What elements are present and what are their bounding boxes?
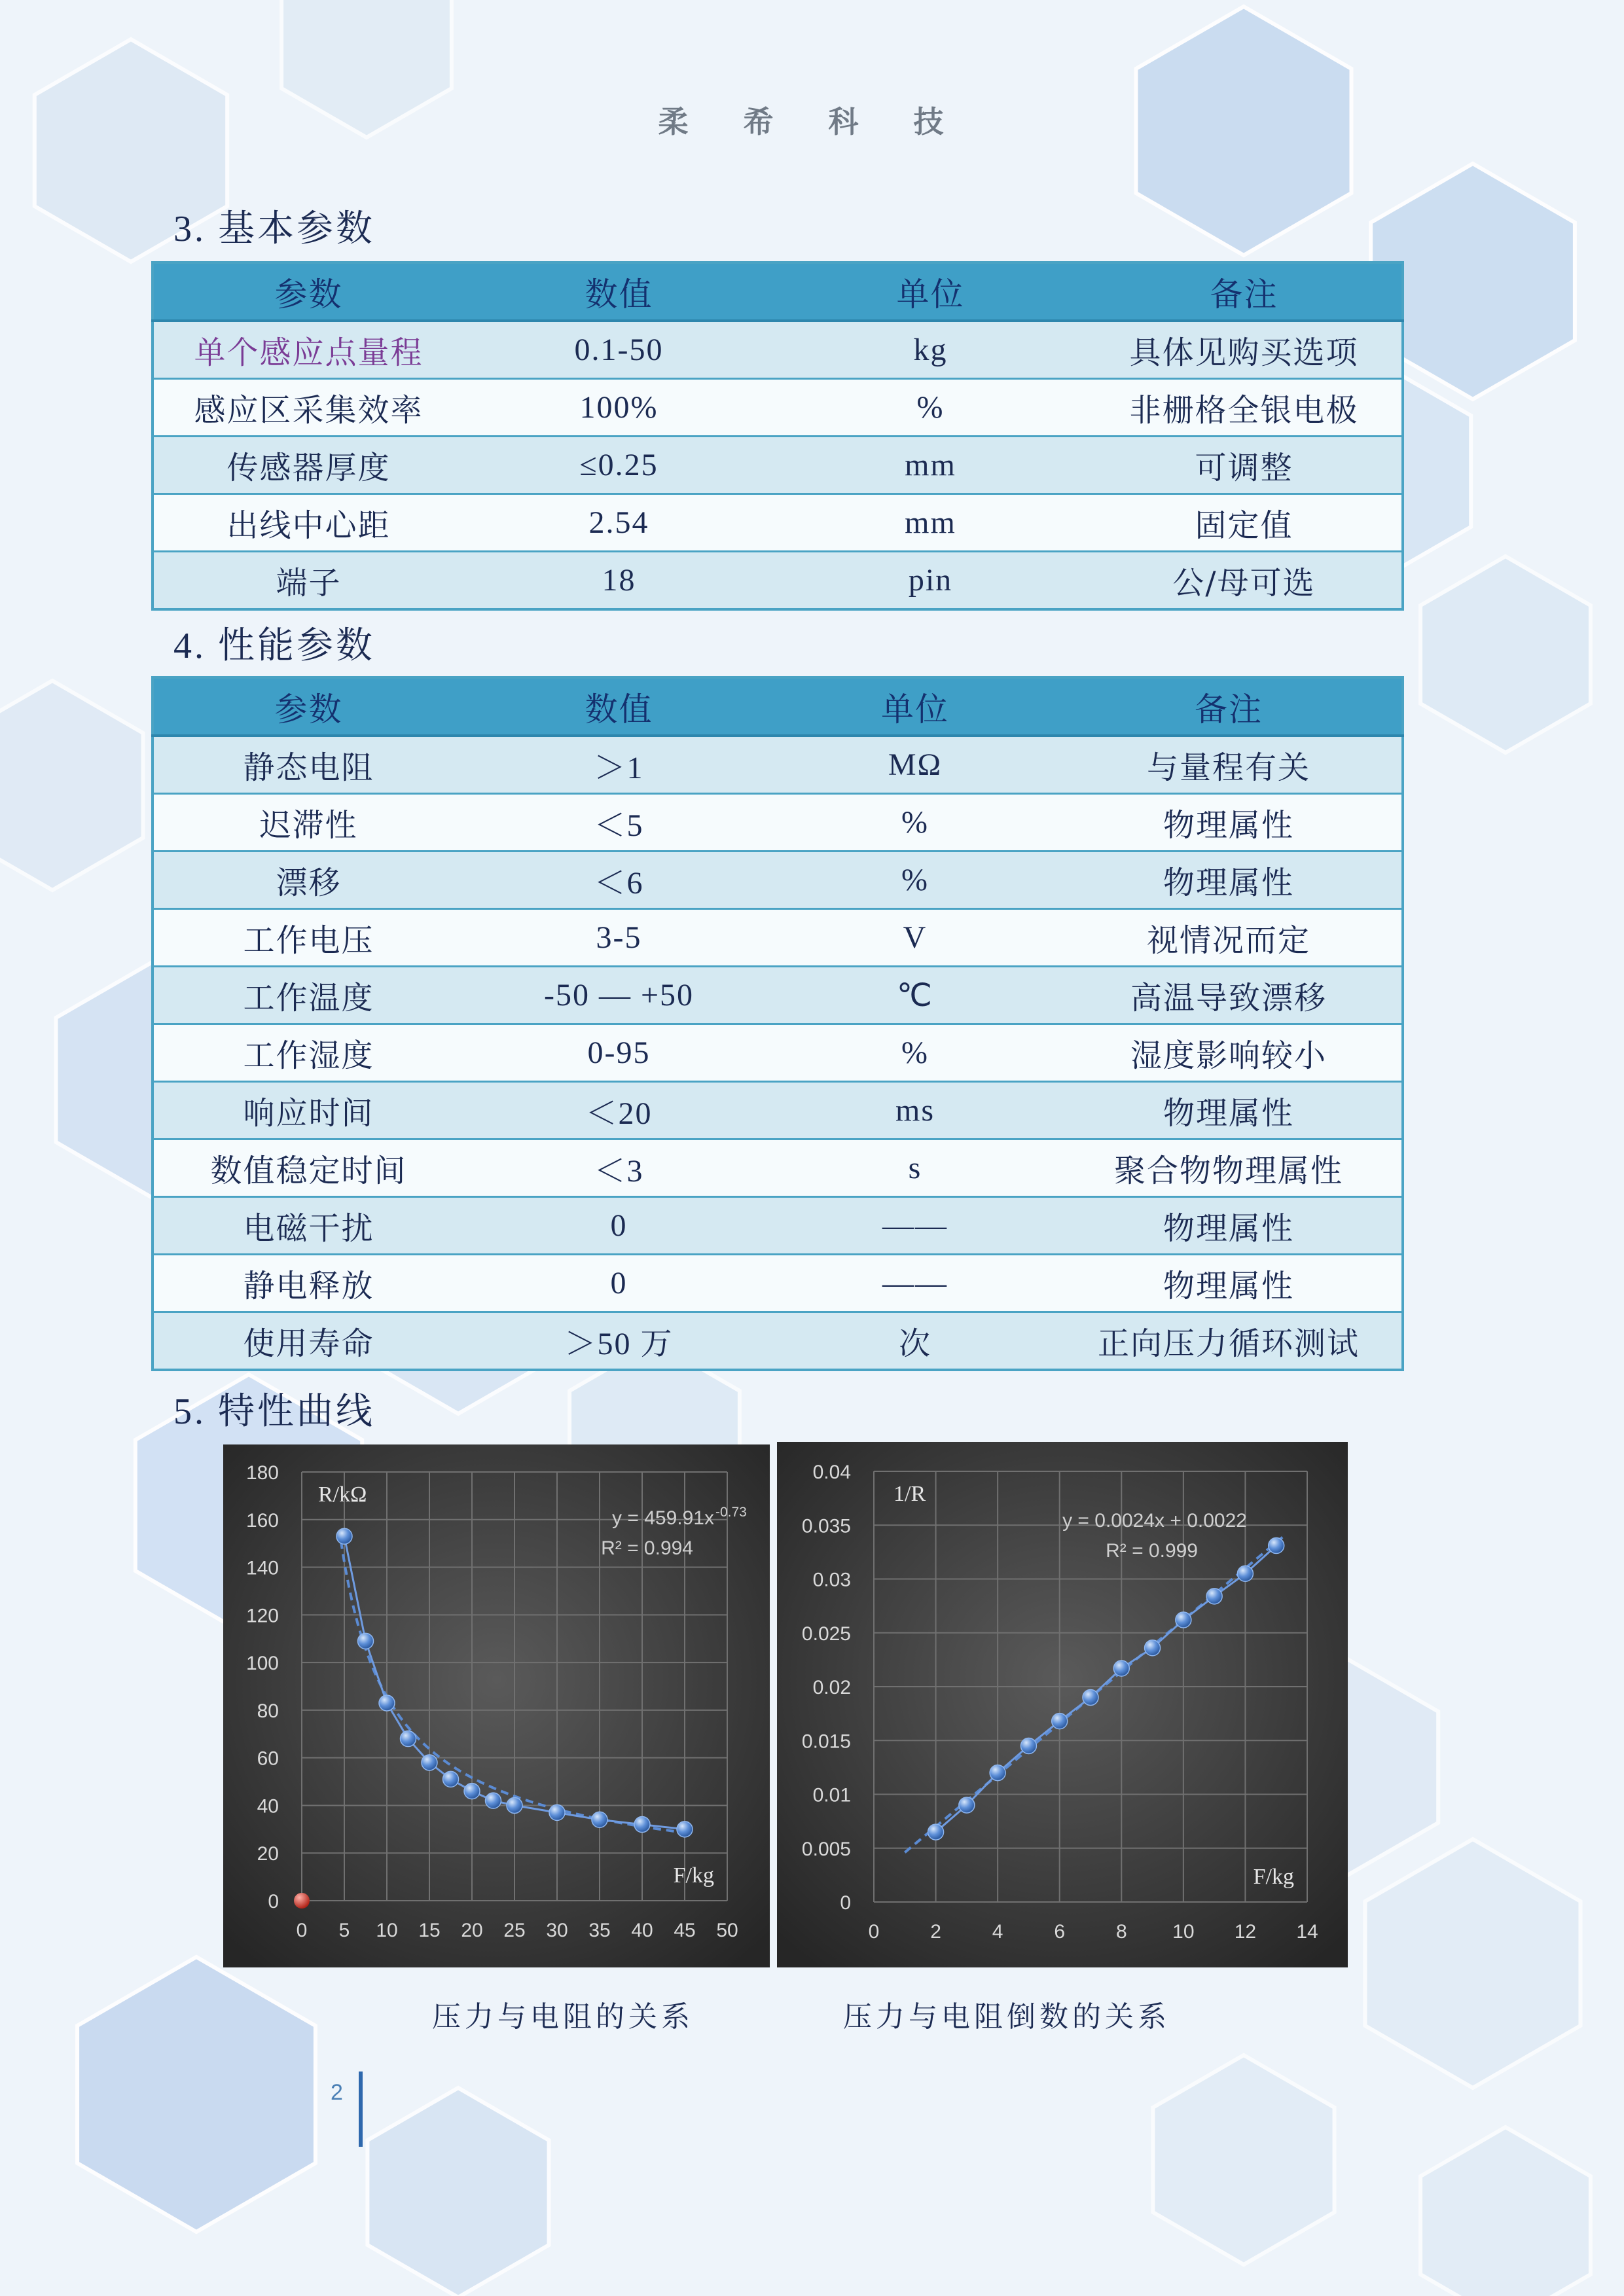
table-cell: 可调整 [1087,437,1403,494]
table-cell: 与量程有关 [1056,736,1403,794]
table-cell: —— [774,1255,1056,1312]
x-tick-label: 45 [674,1920,696,1941]
table-cell: 感应区采集效率 [153,379,463,437]
x-tick-label: 0 [868,1921,880,1943]
x-tick-label: 0 [296,1920,308,1941]
table-cell: 视情况而定 [1056,909,1403,967]
table-row [153,1139,1403,1197]
x-tick-label: 50 [716,1920,738,1941]
y-tick-label: 0 [840,1892,851,1914]
column-header: 单位 [774,262,1087,321]
table-cell: 物理属性 [1056,1082,1403,1139]
y-axis-label: R/kΩ [318,1482,367,1507]
table-header-row [153,677,1403,736]
x-tick-label: 15 [418,1920,441,1941]
table-cell: 湿度影响较小 [1056,1024,1403,1082]
section-title-basic [173,200,375,252]
data-point [959,1797,975,1813]
table-cell: 出线中心距 [153,494,463,552]
table-cell: 物理属性 [1056,794,1403,852]
table-cell: % [774,852,1056,909]
y-tick-label: 180 [245,1462,279,1484]
y-tick-label: 0 [268,1891,279,1912]
background-hexagon [0,681,143,890]
background-hexagon [1420,556,1591,753]
table-cell: ＜5 [463,794,774,852]
data-point [401,1731,416,1747]
y-tick-label: 0.04 [812,1462,851,1483]
y-tick-label: 100 [245,1653,279,1675]
table-cell: 3-5 [463,909,774,967]
table-cell: 聚合物物理属性 [1056,1139,1403,1197]
table-row [153,379,1403,437]
chart-canvas [223,1444,770,1967]
table-row [153,736,1403,794]
table-cell: MΩ [774,736,1056,794]
data-point [1052,1713,1068,1729]
table-cell: V [774,909,1056,967]
pressure-conductance-chart [777,1442,1348,1967]
data-point [549,1804,565,1820]
background-hexagon [1420,2127,1591,2296]
table-row [153,552,1403,610]
table-row [153,852,1403,909]
x-tick-label: 8 [1115,1921,1127,1943]
table-cell: mm [774,437,1087,494]
data-point [634,1817,650,1833]
x-tick-label: 12 [1234,1921,1257,1943]
table-cell: 工作温度 [153,967,463,1024]
column-header: 数值 [463,677,774,736]
table-cell: s [774,1139,1056,1197]
table-cell: 物理属性 [1056,1255,1403,1312]
pressure-resistance-chart [223,1444,770,1967]
table-cell: % [774,379,1087,437]
x-tick-label: 35 [588,1920,611,1941]
trendline-equation: y = 0.0024x + 0.0022 [1062,1510,1247,1532]
data-point [379,1695,395,1711]
table-cell: ＜20 [463,1082,774,1139]
table-cell: 0 [463,1255,774,1312]
table-row [153,1197,1403,1255]
data-point [507,1797,522,1813]
y-tick-label: 0.005 [801,1838,851,1860]
section-number: 4. [173,626,206,666]
y-tick-label: 0.02 [812,1677,851,1698]
section-label: 性能参数 [218,624,375,667]
table-cell: 100% [463,379,774,437]
table-cell: pin [774,552,1087,610]
data-point [1020,1738,1036,1753]
chart-caption: 压力与电阻的关系 [432,2000,694,2034]
x-tick-label: 4 [992,1921,1003,1943]
data-point [592,1812,607,1827]
background-hexagon [1365,1839,1581,2088]
section-title-performance [173,617,375,669]
data-point [422,1755,437,1770]
x-tick-label: 20 [461,1920,483,1941]
table-cell: ℃ [774,967,1056,1024]
section-number: 5. [173,1391,206,1432]
column-header: 参数 [153,677,463,736]
chart-caption: 压力与电阻倒数的关系 [843,2000,1170,2034]
data-point-outlier [294,1893,310,1909]
table-cell: 高温导致漂移 [1056,967,1403,1024]
page-number: 2 [331,2080,343,2105]
table-cell: 0.1-50 [463,321,774,379]
table-cell: mm [774,494,1087,552]
y-tick-label: 120 [245,1605,279,1627]
table-cell: 传感器厚度 [153,437,463,494]
table-cell: 物理属性 [1056,1197,1403,1255]
y-tick-label: 0.025 [801,1623,851,1645]
data-point [1113,1660,1129,1676]
table-cell: 非栅格全银电极 [1087,379,1403,437]
table-cell: 正向压力循环测试 [1056,1312,1403,1371]
table-cell: 固定值 [1087,494,1403,552]
table-cell: ＜3 [463,1139,774,1197]
x-tick-label: 14 [1296,1921,1318,1943]
table-row [153,494,1403,552]
table-cell: -50 — +50 [463,967,774,1024]
data-point [443,1771,459,1787]
section-title-curves [173,1382,375,1435]
y-axis-label: 1/R [893,1482,926,1506]
column-header: 参数 [153,262,463,321]
table-cell: ≤0.25 [463,437,774,494]
table-row [153,909,1403,967]
trendline-r-squared: R² = 0.999 [1106,1540,1198,1562]
table-cell: 0 [463,1197,774,1255]
table-cell: 0-95 [463,1024,774,1082]
y-tick-label: 0.03 [812,1569,851,1591]
table-cell: % [774,1024,1056,1082]
x-tick-label: 10 [376,1920,398,1941]
data-point [1176,1612,1191,1628]
x-tick-label: 40 [631,1920,653,1941]
x-tick-label: 10 [1172,1921,1195,1943]
table-cell: —— [774,1197,1056,1255]
y-tick-label: 60 [257,1748,279,1770]
column-header: 备注 [1056,677,1403,736]
trendline-exponent: -0.73 [715,1505,747,1520]
table-row [153,1255,1403,1312]
table-cell: ＜6 [463,852,774,909]
data-point [1237,1566,1253,1581]
x-axis-label: F/kg [673,1863,714,1888]
data-point [677,1821,693,1837]
trendline-r-squared: R² = 0.994 [601,1537,693,1559]
x-tick-label: 5 [338,1920,350,1941]
table-cell: 静态电阻 [153,736,463,794]
data-point [990,1765,1005,1781]
basic-parameters-table [151,261,1404,611]
performance-parameters-table [151,676,1404,1371]
table-cell: 静电释放 [153,1255,463,1312]
data-point [464,1784,480,1799]
table-row [153,967,1403,1024]
x-tick-label: 25 [503,1920,526,1941]
y-tick-label: 0.015 [801,1731,851,1753]
background-hexagon [367,2088,549,2296]
data-point [1206,1588,1222,1604]
column-header: 备注 [1087,262,1403,321]
table-row [153,1024,1403,1082]
table-cell: 2.54 [463,494,774,552]
table-row [153,437,1403,494]
y-tick-label: 140 [245,1557,279,1579]
data-point [1083,1689,1098,1705]
column-header: 数值 [463,262,774,321]
data-point [928,1824,944,1840]
section-number: 3. [173,209,206,249]
table-cell: 数值稳定时间 [153,1139,463,1197]
y-tick-label: 80 [257,1700,279,1722]
table-row [153,321,1403,379]
section-label: 基本参数 [218,207,375,250]
table-cell: 公/母可选 [1087,552,1403,610]
data-point [1145,1640,1161,1656]
table-cell: 工作湿度 [153,1024,463,1082]
data-point [358,1633,374,1649]
background-hexagon [77,1957,316,2232]
x-tick-label: 30 [546,1920,568,1941]
table-cell: 电磁干扰 [153,1197,463,1255]
background-hexagon [1153,2055,1334,2265]
table-cell: % [774,794,1056,852]
table-row [153,1312,1403,1371]
data-point [336,1528,352,1544]
brand-header: 柔 希 科 技 [658,104,966,139]
y-tick-label: 0.01 [812,1784,851,1806]
table-row [153,1082,1403,1139]
table-cell: 18 [463,552,774,610]
x-tick-label: 2 [930,1921,941,1943]
table-row [153,794,1403,852]
data-point [1269,1538,1284,1554]
table-cell: 响应时间 [153,1082,463,1139]
table-cell: 漂移 [153,852,463,909]
trendline-equation: y = 459.91x [612,1507,714,1529]
section-label: 特性曲线 [218,1390,375,1433]
table-cell: kg [774,321,1087,379]
table-cell: 具体见购买选项 [1087,321,1403,379]
page-number-bar [359,2072,363,2147]
data-point [486,1793,501,1808]
table-cell: 物理属性 [1056,852,1403,909]
y-tick-label: 160 [245,1509,279,1532]
x-axis-label: F/kg [1253,1865,1294,1889]
x-tick-label: 6 [1054,1921,1066,1943]
table-cell: ＞50 万 [463,1312,774,1371]
table-cell: 使用寿命 [153,1312,463,1371]
table-cell: ＞1 [463,736,774,794]
column-header: 单位 [774,677,1056,736]
table-cell: 端子 [153,552,463,610]
y-tick-label: 20 [257,1843,279,1865]
table-cell: 次 [774,1312,1056,1371]
table-cell: 迟滞性 [153,794,463,852]
table-cell: 单个感应点量程 [153,321,463,379]
y-tick-label: 40 [257,1795,279,1818]
y-tick-label: 0.035 [801,1515,851,1537]
table-cell: 工作电压 [153,909,463,967]
table-cell: ms [774,1082,1056,1139]
chart-canvas [777,1442,1348,1967]
table-header-row [153,262,1403,321]
